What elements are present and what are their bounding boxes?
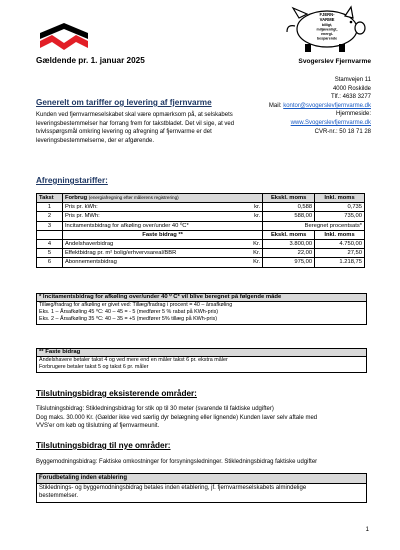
- col-forbrug-note: (energiafregning efter målerens registrering): [88, 195, 179, 200]
- fixed-note-title: ** Faste bidrag: [37, 349, 366, 357]
- fixed-note-box: [36, 348, 367, 373]
- intro-title: Generelt om tariffer og levering af fjernvarme: [36, 98, 212, 107]
- address: Stamvejen 11: [334, 77, 371, 83]
- tariff-table: [36, 193, 365, 268]
- svg-text:VARME: VARME: [319, 17, 335, 22]
- existing-line: Dog maks. 30.000 Kr. (Gælder ikke ved særlig dyr belægning eller lignende) Kunden laver selv aftale med: [36, 414, 318, 421]
- tariffs-title: Afregningstariffer:: [36, 176, 108, 185]
- takst-cell: 2: [37, 212, 63, 221]
- col-inkl: Inkl. moms: [315, 194, 365, 203]
- existing-line: Tilslutningsbidrag: Stikledningsbidrag for stik op til 30 meter (svarende til faktiske udgifter): [36, 406, 274, 412]
- unit-text: kr.: [254, 204, 261, 211]
- svg-text:billigt,: billigt,: [321, 23, 333, 27]
- fixed-col-ekskl: Ekskl. moms: [263, 230, 315, 239]
- desc-text: Effektbidrag pr. m² bolig/erhvervsareal/BBR: [64, 250, 177, 257]
- payment-box: [36, 473, 367, 503]
- desc-cell: [62, 258, 262, 267]
- city: 4000 Roskilde: [332, 85, 371, 92]
- takst-cell: 6: [37, 258, 63, 267]
- svg-text:miljøvenligt,: miljøvenligt,: [316, 27, 338, 32]
- unit-text: Kr.: [253, 250, 261, 257]
- intro-text: Kunden ved fjernvarmeselskabet skal være opmærksom på, at selskabets leveringsbestemmelser har forrang frem for takstbladet. Det vil sige, at ved tvivlsspørgsmål omkring levering og afregning af fjernvarme er det leveringsbestemmelserne, der er afgørende.: [36, 112, 235, 144]
- incentive-line: Eks. 2 – Årsafkøling 35 ⁰C: 40 – 35 = +5 (medfører 5% tillæg på KWh-pris): [39, 316, 218, 322]
- new-areas-text: Byggemodningsbidrag: Faktiske omkostninger for forsyningsledninger. Stikledningsbidrag faktiske udgifter: [36, 459, 318, 465]
- web-label: Hjemmeside:: [335, 111, 371, 118]
- payment-line: bestemmelser.: [39, 493, 79, 500]
- desc-text: Incitamentsbidrag for afkøling over/under 40 ⁰C*: [64, 222, 189, 229]
- takst-cell: 1: [37, 203, 63, 212]
- mail-label: Mail:: [268, 102, 284, 109]
- desc-cell: [62, 249, 262, 258]
- page-number: 1: [365, 526, 369, 533]
- table-row: [37, 240, 365, 249]
- svg-text:besparende: besparende: [316, 36, 338, 41]
- desc-cell: [62, 221, 262, 230]
- fixed-col-inkl: Inkl. moms: [315, 230, 365, 239]
- inkl-cell: 1.218,75: [315, 258, 365, 267]
- payment-line: Stiklednings- og byggemodningsbidrag betales inden etablering, jf. fjernvarmeselskabets almindelige: [39, 484, 307, 491]
- desc-text: Abonnementsbidrag: [64, 259, 117, 266]
- fixed-header-row: [37, 230, 365, 239]
- inkl-cell: 0,735: [315, 203, 365, 212]
- phone: Tlf.: 4638 3277: [330, 94, 371, 101]
- table-row: [37, 212, 365, 221]
- ekskl-cell: Beregnet procentsats*: [263, 221, 365, 230]
- takst-cell: 5: [37, 249, 63, 258]
- table-header-row: [37, 194, 365, 203]
- company-name: Svogerslev Fjernvarme: [298, 58, 371, 65]
- fixed-header: Faste bidrag **: [62, 230, 262, 239]
- col-ekskl: Ekskl. moms: [263, 194, 315, 203]
- existing-line: VVS'er om køb og tilslutning af fjernvarmeunit.: [36, 423, 160, 430]
- cvr: CVR-nr.: 50 18 71 28: [314, 128, 371, 135]
- existing-text: [36, 405, 371, 431]
- incentive-note-title: * Incitamentsbidrag for afkøling over/under 40 ⁰ C* vil blive beregnet på følgende måde: [37, 294, 366, 302]
- incentive-line: Eks. 1 – Årsafkøling 45 ⁰C: 40 – 45 = - 5 (medfører 5 % rabat på KWh-pris): [39, 309, 219, 315]
- ekskl-cell: 22,00: [263, 249, 315, 258]
- svg-text:energi-: energi-: [321, 32, 333, 36]
- ekskl-cell: 0,588: [263, 203, 315, 212]
- desc-text: Pris pr. MWh:: [64, 213, 100, 220]
- takst-cell: 3: [37, 221, 63, 230]
- incentive-note-box: [36, 293, 367, 325]
- unit-text: Kr.: [253, 259, 261, 266]
- contact-block: [269, 76, 371, 136]
- table-row: [37, 258, 365, 267]
- unit-text: kr.: [254, 213, 261, 220]
- desc-text: Andelshaverbidrag: [64, 241, 114, 248]
- piggy-bank-logo: [283, 4, 371, 54]
- unit-text: Kr.: [253, 241, 261, 248]
- desc-cell: [62, 240, 262, 249]
- desc-text: Pris pr. kWh:: [64, 204, 98, 211]
- payment-box-title: Forudbetaling inden etablering: [37, 474, 366, 484]
- company-logo: [38, 21, 90, 51]
- incentive-line: Tillæg/fradrag for afkøling er givet ved: Tillæg/fradrag i procent = 40 – årsafkøling: [39, 302, 233, 308]
- inkl-cell: 735,00: [315, 212, 365, 221]
- inkl-cell: 4.750,00: [315, 240, 365, 249]
- table-row: [37, 221, 365, 230]
- mail-line: [269, 102, 371, 111]
- existing-title: Tilslutningsbidrag eksisterende områder:: [36, 389, 197, 398]
- effective-date: Gældende pr. 1. januar 2025: [36, 56, 145, 65]
- ekskl-cell: 588,00: [263, 212, 315, 221]
- fixed-note-line: Forbrugere betaler takst 5 og takst 6 pr. måler: [39, 364, 149, 370]
- svg-text:FJERN-: FJERN-: [319, 12, 335, 17]
- web-link[interactable]: www.Svogerslevfjernvarme.dk: [290, 119, 371, 126]
- ekskl-cell: 975,00: [263, 258, 315, 267]
- col-forbrug: Forbrug (energiafregning efter målerens registrering): [62, 194, 262, 203]
- ekskl-cell: 3.800,00: [263, 240, 315, 249]
- desc-cell: [62, 203, 262, 212]
- col-takst: Takst: [37, 194, 63, 203]
- fixed-note-line: Andelshavere betaler takst 4 og ved mere end en måler takst 6 pr. ekstra måler: [39, 357, 228, 363]
- table-row: [37, 249, 365, 258]
- desc-cell: [62, 212, 262, 221]
- new-areas-title: Tilslutningsbidrag til nye områder:: [36, 441, 171, 450]
- mail-link[interactable]: kontor@svogerslevfjernvarme.dk: [283, 102, 371, 109]
- table-row: [37, 203, 365, 212]
- inkl-cell: 27,50: [315, 249, 365, 258]
- takst-cell: 4: [37, 240, 63, 249]
